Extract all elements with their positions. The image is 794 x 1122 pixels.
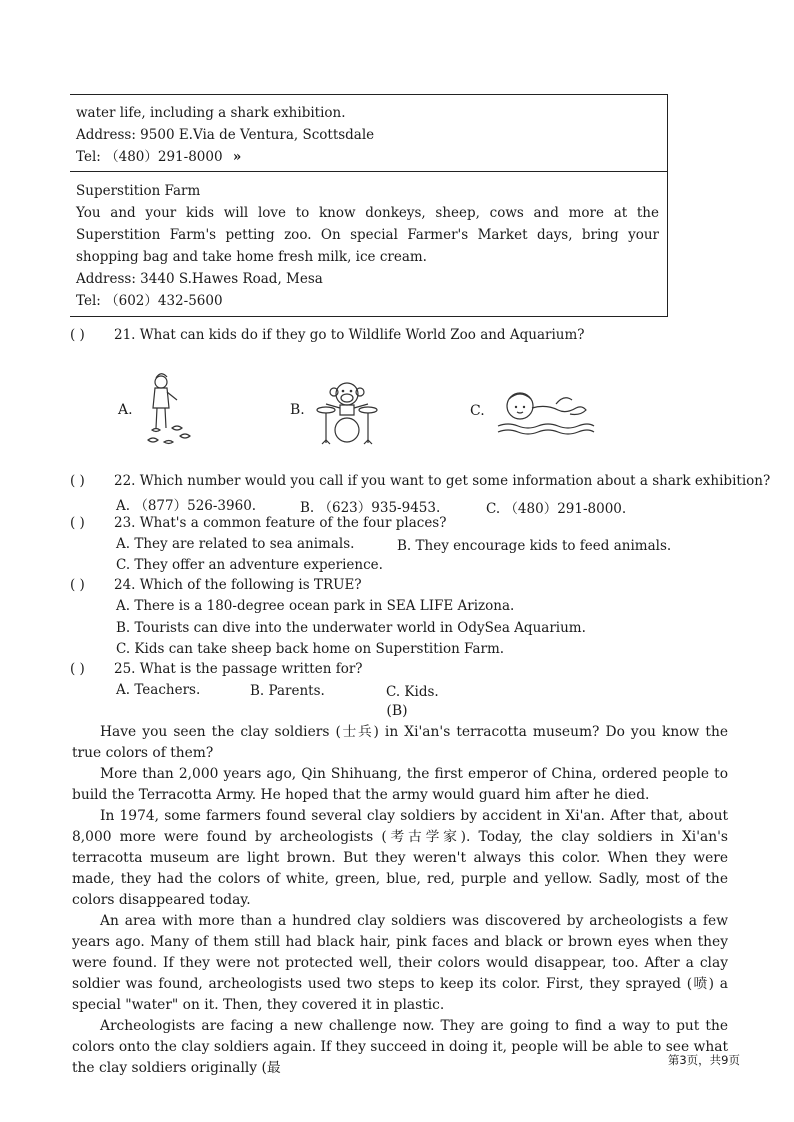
answer-blank[interactable]: ( ) [70, 473, 85, 489]
q23-option-b[interactable]: B. They encourage kids to feed animals. [397, 538, 672, 554]
question-24 [70, 577, 362, 593]
question-text: 22. Which number would you call if you want to get some information about a shark exhibition? [114, 473, 771, 489]
farm-tel: Tel: （602）432-5600 [76, 293, 223, 309]
q22-option-b[interactable]: B. （623）935-9453. [300, 500, 441, 516]
q25-option-c[interactable]: C. Kids. [386, 684, 439, 700]
question-text: 23. What's a common feature of the four places? [114, 515, 447, 531]
question-text: 25. What is the passage written for? [114, 661, 363, 677]
q24-option-a[interactable]: A. There is a 180-degree ocean park in SEA LIFE Arizona. [116, 598, 515, 614]
q23-option-a[interactable]: A. They are related to sea animals. [116, 536, 355, 552]
q24-option-b[interactable]: B. Tourists can dive into the underwater world in OdySea Aquarium. [116, 620, 586, 636]
option-label-a: A. [118, 402, 133, 418]
q24-option-c[interactable]: C. Kids can take sheep back home on Superstition Farm. [116, 641, 505, 657]
passage-paragraph: In 1974, some farmers found several clay soldiers by accident in Xi'an. After that, about 8,000 more were found by archeologists (考古学家). Today, the clay soldiers in Xi'an's terracotta museum are light brown. But they weren't always this color. When they were made, they had the colors of white, green, blue, red, purple and yellow. Sadly, most of the colors disappeared today. [72, 808, 728, 908]
answer-blank[interactable]: ( ) [70, 327, 85, 343]
section-b-passage [72, 722, 728, 1079]
farm-name: Superstition Farm [76, 183, 201, 199]
q25-option-b[interactable]: B. Parents. [250, 683, 325, 699]
page-number: 第3页，共9页 [667, 1053, 740, 1067]
passage-paragraph: Archeologists are facing a new challenge now. They are going to find a way to put the colors onto the clay soldiers again. If they succeed in doing it, people will be able to see what the clay soldiers originally (最 [72, 1018, 728, 1076]
answer-blank[interactable]: ( ) [70, 515, 85, 531]
question-22 [70, 473, 770, 489]
passage-paragraph: An area with more than a hundred clay soldiers was discovered by archeologists a few years ago. Many of them still had black hair, pink faces and black or brown eyes when they were found. If they were not protected well, their colors would disappear, too. After a clay soldier was found, archeologists used two steps to keep its color. First, they sprayed (喷) a special "water" on it. Then, they covered it in plastic. [72, 913, 728, 1013]
box1-tel [76, 146, 659, 168]
q22-option-c[interactable]: C. （480）291-8000. [486, 501, 627, 517]
info-box-aquarium [70, 94, 668, 172]
answer-blank[interactable]: ( ) [70, 577, 85, 593]
question-text: 24. Which of the following is TRUE? [114, 577, 362, 593]
info-box-superstition-farm [70, 171, 668, 317]
box1-line: water life, including a shark exhibition. [76, 105, 346, 121]
question-25 [70, 661, 363, 677]
monkey-playing-drums-icon [312, 378, 382, 448]
continue-arrow-icon: » [232, 149, 242, 165]
question-21 [70, 327, 585, 343]
section-b-title: (B) [386, 703, 408, 719]
option-label-c: C. [470, 403, 485, 419]
q25-option-a[interactable]: A. Teachers. [116, 682, 201, 698]
farm-description: You and your kids will love to know donkeys, sheep, cows and more at the Superstition Farm's petting zoo. On special Farmer's Market days, bring your shopping bag and take home fresh milk, ice cream. [76, 205, 659, 265]
question-23 [70, 515, 446, 531]
answer-blank[interactable]: ( ) [70, 661, 85, 677]
child-swimming-icon [496, 382, 596, 440]
passage-paragraph: Have you seen the clay soldiers (士兵) in Xi'an's terracotta museum? Do you know the true colors of them? [72, 724, 728, 761]
passage-paragraph: More than 2,000 years ago, Qin Shihuang, the first emperor of China, ordered people to build the Terracotta Army. He hoped that the army would guard him after he died. [72, 766, 728, 803]
option-label-b: B. [290, 402, 305, 418]
q22-option-a[interactable]: A. （877）526-3960. [116, 498, 257, 514]
box1-address: Address: 9500 E.Via de Ventura, Scottsdale [76, 127, 375, 143]
question-text: 21. What can kids do if they go to Wildlife World Zoo and Aquarium? [114, 327, 585, 343]
q23-option-c[interactable]: C. They offer an adventure experience. [116, 557, 383, 573]
farm-address: Address: 3440 S.Hawes Road, Mesa [76, 271, 323, 287]
box1-tel-text: Tel: （480）291-8000 [76, 149, 223, 165]
boy-feeding-birds-icon [138, 370, 198, 450]
